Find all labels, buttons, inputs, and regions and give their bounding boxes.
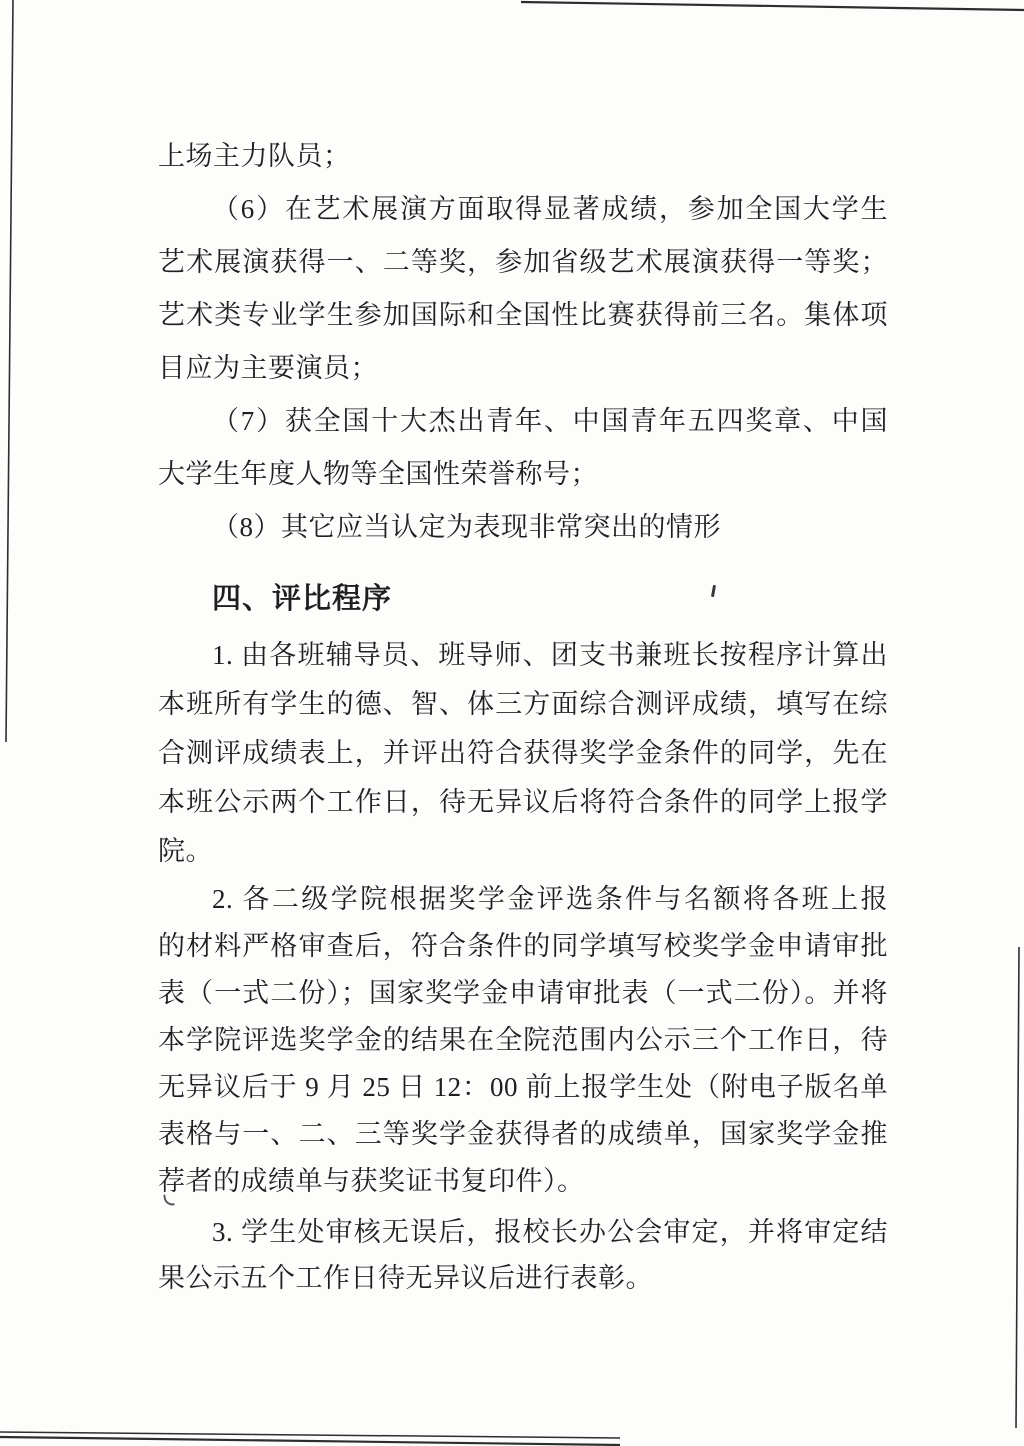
paragraph-item8 (158, 501, 888, 554)
text-line: 表格与一、二、三等奖学金获得者的成绩单，国家奖学金推 (158, 1119, 888, 1149)
paragraph-intro (158, 130, 888, 183)
paragraph-item6 (158, 183, 888, 395)
text-line: 目应为主要演员； (158, 353, 378, 383)
text-line: 2. 各二级学院根据奖学金评选条件与名额将各班上报 (212, 884, 888, 914)
text-line: 的材料严格审查后，符合条件的同学填写校奖学金申请审批 (158, 931, 888, 961)
paragraph-heading (158, 573, 888, 626)
text-line: 无异议后于 9 月 25 日 12：00 前上报学生处（附电子版名单 (158, 1072, 888, 1102)
text-line: 合测评成绩表上，并评出符合获得奖学金条件的同学，先在 (158, 738, 888, 768)
document-text (158, 130, 888, 1301)
text-line: 本学院评选奖学金的结果在全院范围内公示三个工作日，待 (158, 1025, 888, 1055)
text-line: 3. 学生处审核无误后，报校长办公会审定，并将审定结 (212, 1217, 888, 1247)
paragraph-step3 (158, 1209, 888, 1301)
paragraph-item7 (158, 395, 888, 501)
text-line: （8）其它应当认定为表现非常突出的情形 (212, 512, 721, 542)
right-border-line (1016, 947, 1019, 1428)
bottom-border-line-2 (0, 1437, 620, 1445)
top-border-line (521, 2, 1024, 10)
left-border-line (6, 0, 13, 742)
text-line: 艺术展演获得一、二等奖，参加省级艺术展演获得一等奖； (158, 247, 888, 277)
text-line: 院。 (158, 836, 213, 866)
text-line: 本班公示两个工作日，待无异议后将符合条件的同学上报学 (158, 787, 888, 817)
text-line: 本班所有学生的德、智、体三方面综合测评成绩，填写在综 (158, 689, 888, 719)
section-heading: 四、评比程序 (212, 583, 393, 615)
paragraph-step2 (158, 876, 888, 1205)
text-line: 上场主力队员； (158, 141, 351, 171)
text-line: 荐者的成绩单与获奖证书复印件）。 (158, 1166, 585, 1196)
text-line: 表（一式二份）；国家奖学金申请审批表（一式二份）。并将 (158, 978, 888, 1008)
text-line: 果公示五个工作日待无异议后进行表彰。 (158, 1263, 653, 1293)
text-line: 1. 由各班辅导员、班导师、团支书兼班长按程序计算出 (212, 640, 888, 670)
text-line: （7）获全国十大杰出青年、中国青年五四奖章、中国 (212, 406, 888, 436)
text-line: 艺术类专业学生参加国际和全国性比赛获得前三名。集体项 (158, 300, 888, 330)
paragraph-step1 (158, 631, 888, 876)
text-line: 大学生年度人物等全国性荣誉称号； (158, 459, 598, 489)
text-line: （6）在艺术展演方面取得显著成绩，参加全国大学生 (212, 194, 888, 224)
bottom-border-line-1 (0, 1432, 620, 1438)
